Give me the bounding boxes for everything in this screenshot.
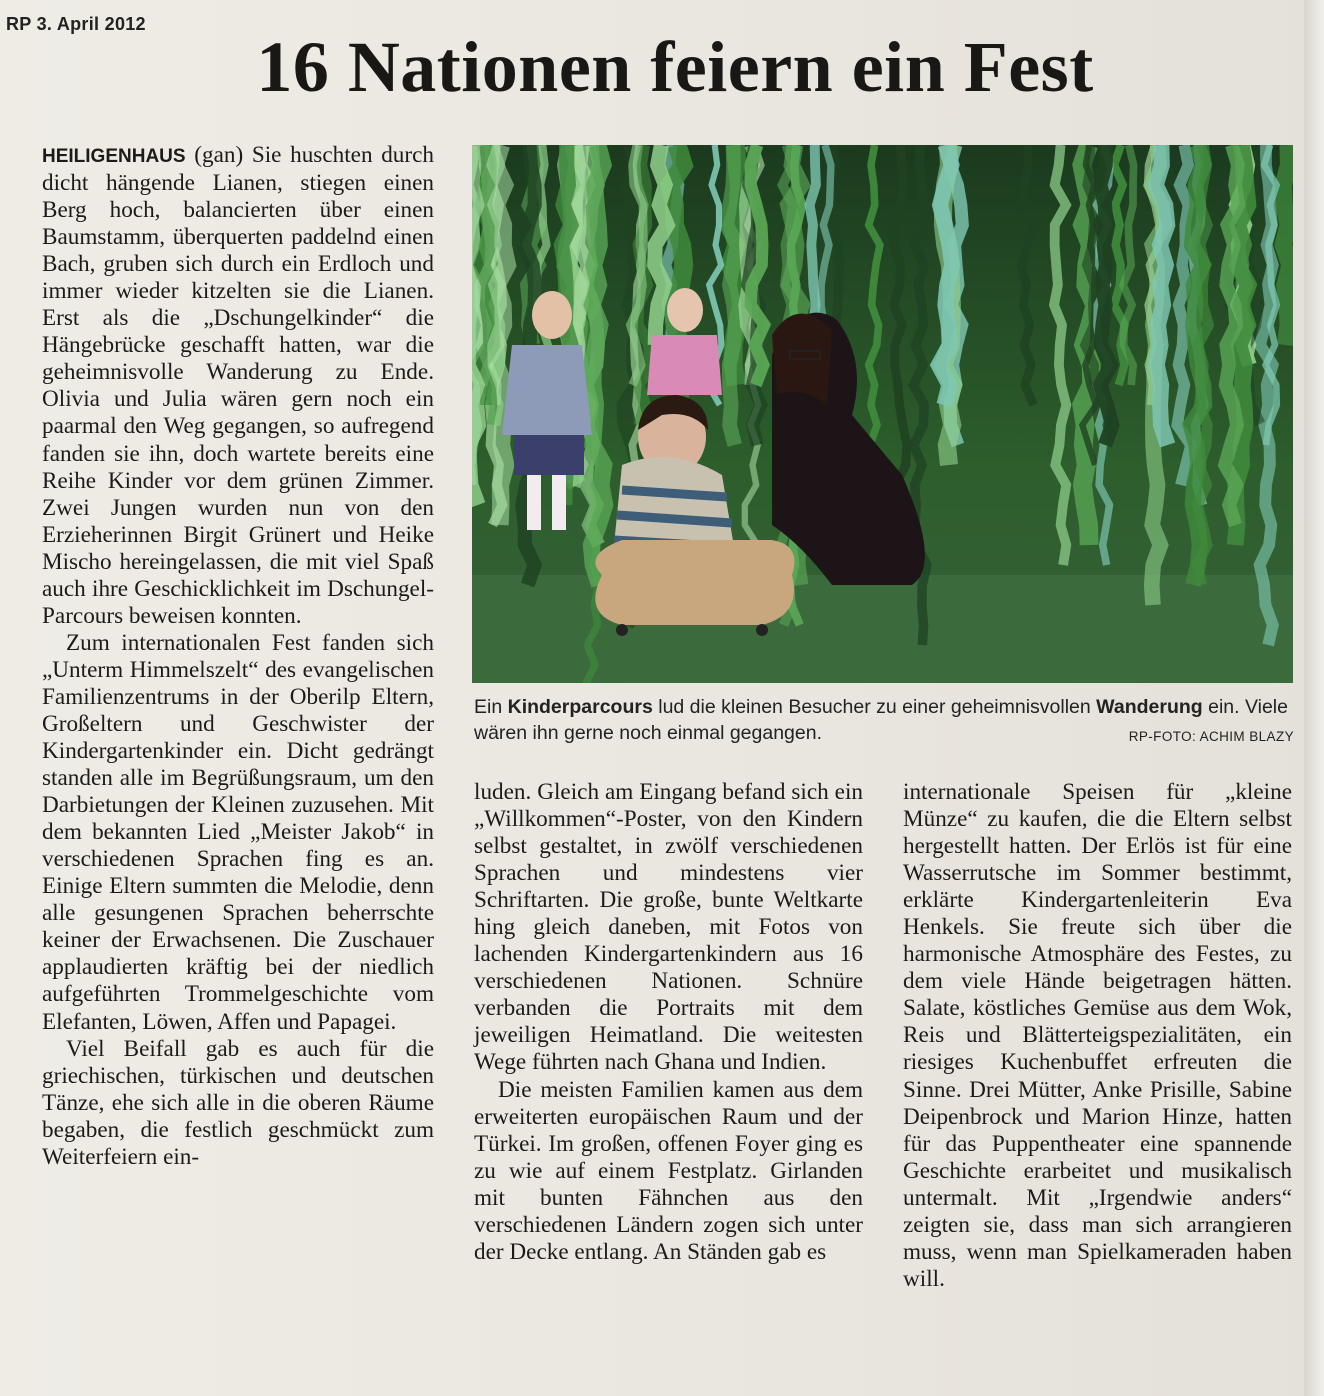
headline: 16 Nationen feiern ein Fest (256, 27, 1094, 107)
streamer (727, 145, 737, 445)
paragraph: Zum internationalen Fest fanden sich „Unterm Himmelszelt“ des evangelischen Familienzentrums in der Oberilp Eltern, Großeltern und Geschwister der Kindergartenkinder ein. Dicht gedrängt standen alle im Begrüßungsraum, um den Darbietungen der Kleinen zuzusehen. Mit dem bekannten Lied „Meister Jakob“ in verschiedenen Sprachen fing es an. Einige Eltern summten die Melodie, denn alle gesungenen Sprachen beherrschte keiner der Erwachsenen. Die Zuschauer applaudierten kräftig bei der niedlich aufgeführten Trommelgeschichte vom Elefanten, Löwen, Affen und Papagei. (42, 629, 434, 1035)
paragraph: internationale Speisen für „kleine Münze“ zu kaufen, die die Eltern selbst hergestellt hatten. Der Erlös ist für eine Wasserrutsche im Sommer bestimmt, erklärte Kindergartenleiterin Eva Henkels. Sie freute sich über die harmonische Atmosphäre des Festes, zu dem viele Hände beigetragen hätten. Salate, köstliches Gemüse aus dem Wok, Reis und Blätterteigspezialitäten, ein riesiges Kuchenbuffet erfreuten die Sinne. Drei Mütter, Anke Prisille, Sabine Deipenbrock und Marion Hinze, hatten für das Puppentheater eine spannende Geschichte erarbeitet und musikalisch untermalt. Mit „Irgendwie anders“ zeigten sie, dass man sich arrangieren muss, wenn man Spielkameraden haben will. (903, 779, 1292, 1292)
streamer (1191, 145, 1204, 585)
caption-text: Ein (474, 696, 508, 718)
publication-stamp: RP 3. April 2012 (6, 14, 146, 34)
streamer (1283, 145, 1290, 345)
dateline: HEILIGENHAUS (42, 146, 186, 167)
article-column-2 (474, 779, 863, 1266)
photo-credit: RP-FOTO: ACHIM BLAZY (1128, 729, 1294, 744)
rolling-board (595, 540, 794, 636)
paragraph-text: (gan) Sie huschten durch dicht hängende Lianen, stiegen einen Berg hoch, balancierten über einen Baumstamm, überquerten paddelnd einen Bach, gruben sich durch ein Erdloch und immer wieder kitzelten sie die Lianen. Erst als die „Dschungelkinder“ die Hängebrücke geschafft hatten, war die geheimnisvolle Wanderung zu Ende. Olivia und Julia wären gern noch ein paarmal den Weg gegangen, so aufregend fanden sie ihn, doch wartete bereits eine Reihe Kinder vor dem grünen Zimmer. Zwei Jungen wurden nun von den Erzieherinnen Birgit Grünert und Heike Mischo hereingelassen, die mit viel Spaß auch ihre Geschicklichkeit im Dschungel-Parcours beweisen konnten. (42, 142, 435, 629)
paragraph: luden. Gleich am Eingang befand sich ein „Willkommen“-Poster, von den Kindern selbst gestaltet, in zwölf verschiedenen Sprachen und mindestens vier Schriftarten. Die große, bunte Weltkarte hing gleich daneben, mit Fotos von lachenden Kindergartenkindern aus 16 verschiedenen Nationen. Schnüre verbanden die Portraits mit dem jeweiligen Heimatland. Die weitesten Wege führten nach Ghana und Indien. (474, 779, 863, 1076)
caption-text: ein. Viele wären ihn gerne noch einmal gegangen. (474, 696, 1288, 744)
paragraph (42, 142, 434, 630)
caption-bold: Kinderparcours (507, 696, 653, 718)
article-column-3 (903, 779, 1292, 1293)
article-column-1 (42, 142, 434, 1171)
streamer (1156, 145, 1168, 445)
streamer (495, 145, 507, 525)
caption-bold: Wanderung (1096, 696, 1203, 718)
article-photo (472, 145, 1293, 683)
paragraph: Die meisten Familien kamen aus dem erweiterten europäischen Raum und der Türkei. Im großen, offenen Foyer ging es zu wie auf einem Festplatz. Girlanden mit bunten Fähnchen aus den verschiedenen Ländern zogen sich unter der Decke entlang. An Ständen gab es (474, 1076, 863, 1265)
page-edge (1304, 0, 1324, 1396)
paragraph: Viel Beifall gab es auch für die griechischen, türkischen und deutschen Tänze, ehe sich alle in die oberen Räume begaben, die festlich geschmückt zum Weiterfeiern ein- (42, 1035, 434, 1170)
caption-text: lud die kleinen Besucher zu einer geheimnisvollen (652, 696, 1097, 718)
photo-illustration (472, 145, 1293, 683)
